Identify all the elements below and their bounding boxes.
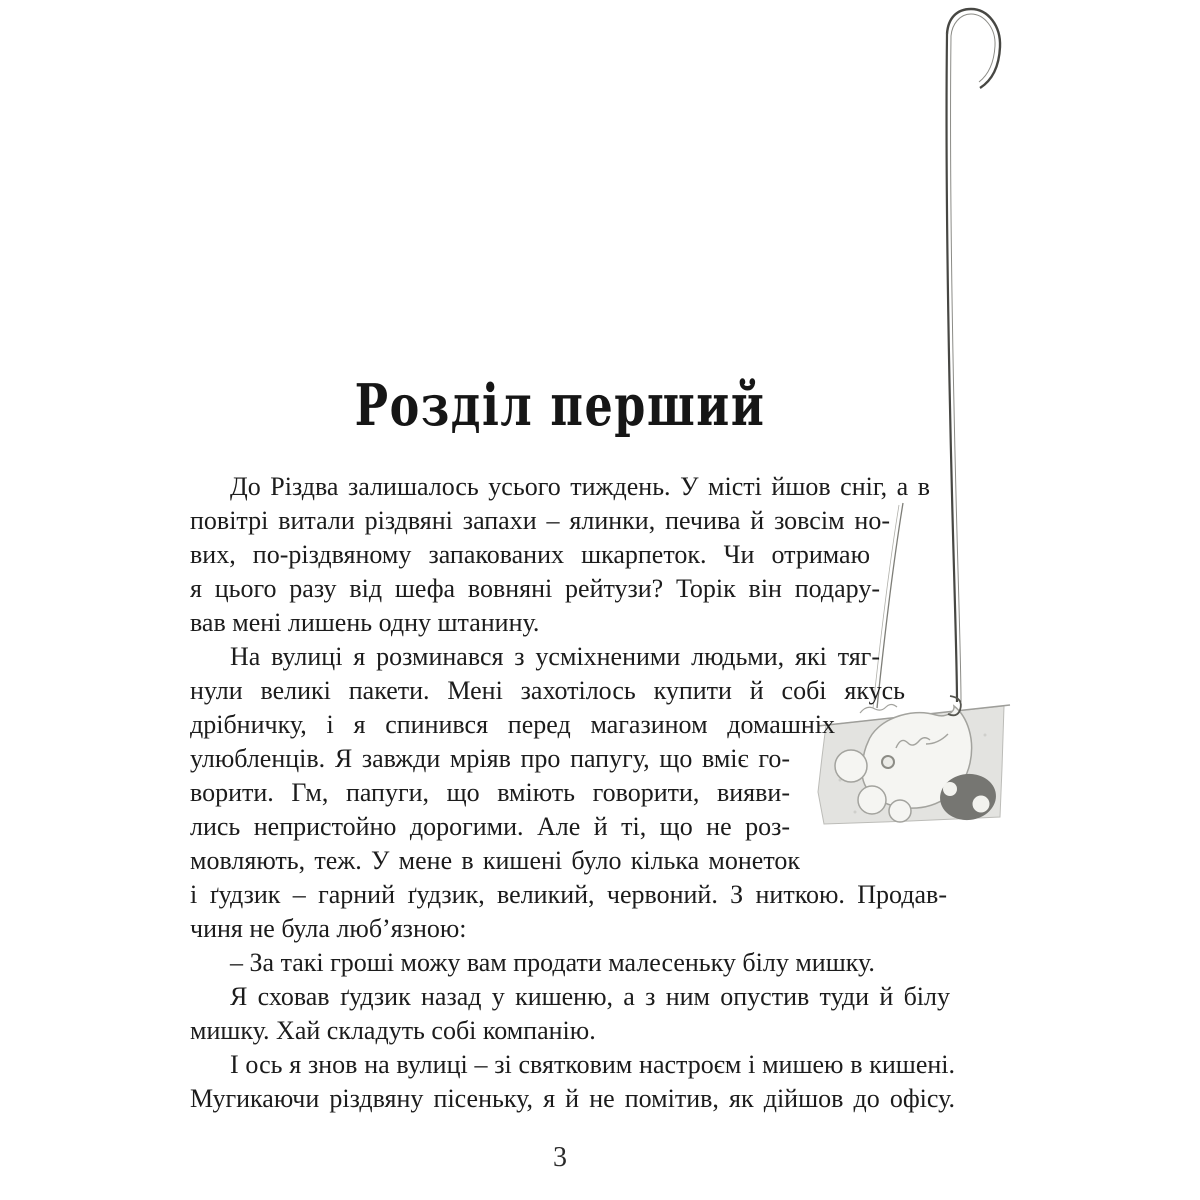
text-line: я цього разу від шефа вовняні рейтузи? Торік він подару- bbox=[190, 574, 880, 603]
text-line: – За такі гроші можу вам продати малесеньку білу мишку. bbox=[230, 948, 875, 977]
text-line: І ось я знов на вулиці – зі святковим настроєм і мишею в кишені. bbox=[230, 1050, 955, 1079]
text-line: дрібничку, і я спинився перед магазином домашніх bbox=[190, 710, 835, 739]
text-line: ворити. Гм, папуги, що вміють говорити, вияви- bbox=[190, 778, 790, 807]
text-line: улюбленців. Я завжди мріяв про папугу, що вміє го- bbox=[190, 744, 790, 773]
page-number: 3 bbox=[553, 1142, 567, 1173]
text-line: вав мені лишень одну штанину. bbox=[190, 608, 540, 637]
text-line: лись непристойно дорогими. Але й ті, що не роз- bbox=[190, 812, 790, 841]
text-line: мовляють, теж. У мене в кишені було кілька монеток bbox=[190, 846, 800, 875]
text-line: мишку. Хай складуть собі компанію. bbox=[190, 1016, 596, 1045]
text-line: До Різдва залишалось усього тиждень. У місті йшов сніг, а в bbox=[230, 472, 930, 501]
text-line: вих, по-різдвяному запакованих шкарпеток. Чи отримаю bbox=[190, 540, 870, 569]
text-line: чиня не була люб’язною: bbox=[190, 914, 467, 943]
text-line: Мугикаючи різдвяну пісеньку, я й не помітив, як дійшов до офісу. bbox=[190, 1084, 955, 1113]
body-text bbox=[190, 470, 965, 1116]
text-line: повітрі витали різдвяні запахи – ялинки, печива й зовсім но- bbox=[190, 506, 890, 535]
text-line: На вулиці я розминався з усміхненими людьми, які тяг- bbox=[230, 642, 880, 671]
chapter-heading: Розділ перший bbox=[354, 372, 766, 440]
text-line: нули великі пакети. Мені захотілось купити й собі якусь bbox=[190, 676, 905, 705]
text-line: Я сховав ґудзик назад у кишеню, а з ним опустив туди й білу bbox=[230, 982, 950, 1011]
text-line: і ґудзик – гарний ґудзик, великий, червоний. З ниткою. Продав- bbox=[190, 880, 947, 909]
